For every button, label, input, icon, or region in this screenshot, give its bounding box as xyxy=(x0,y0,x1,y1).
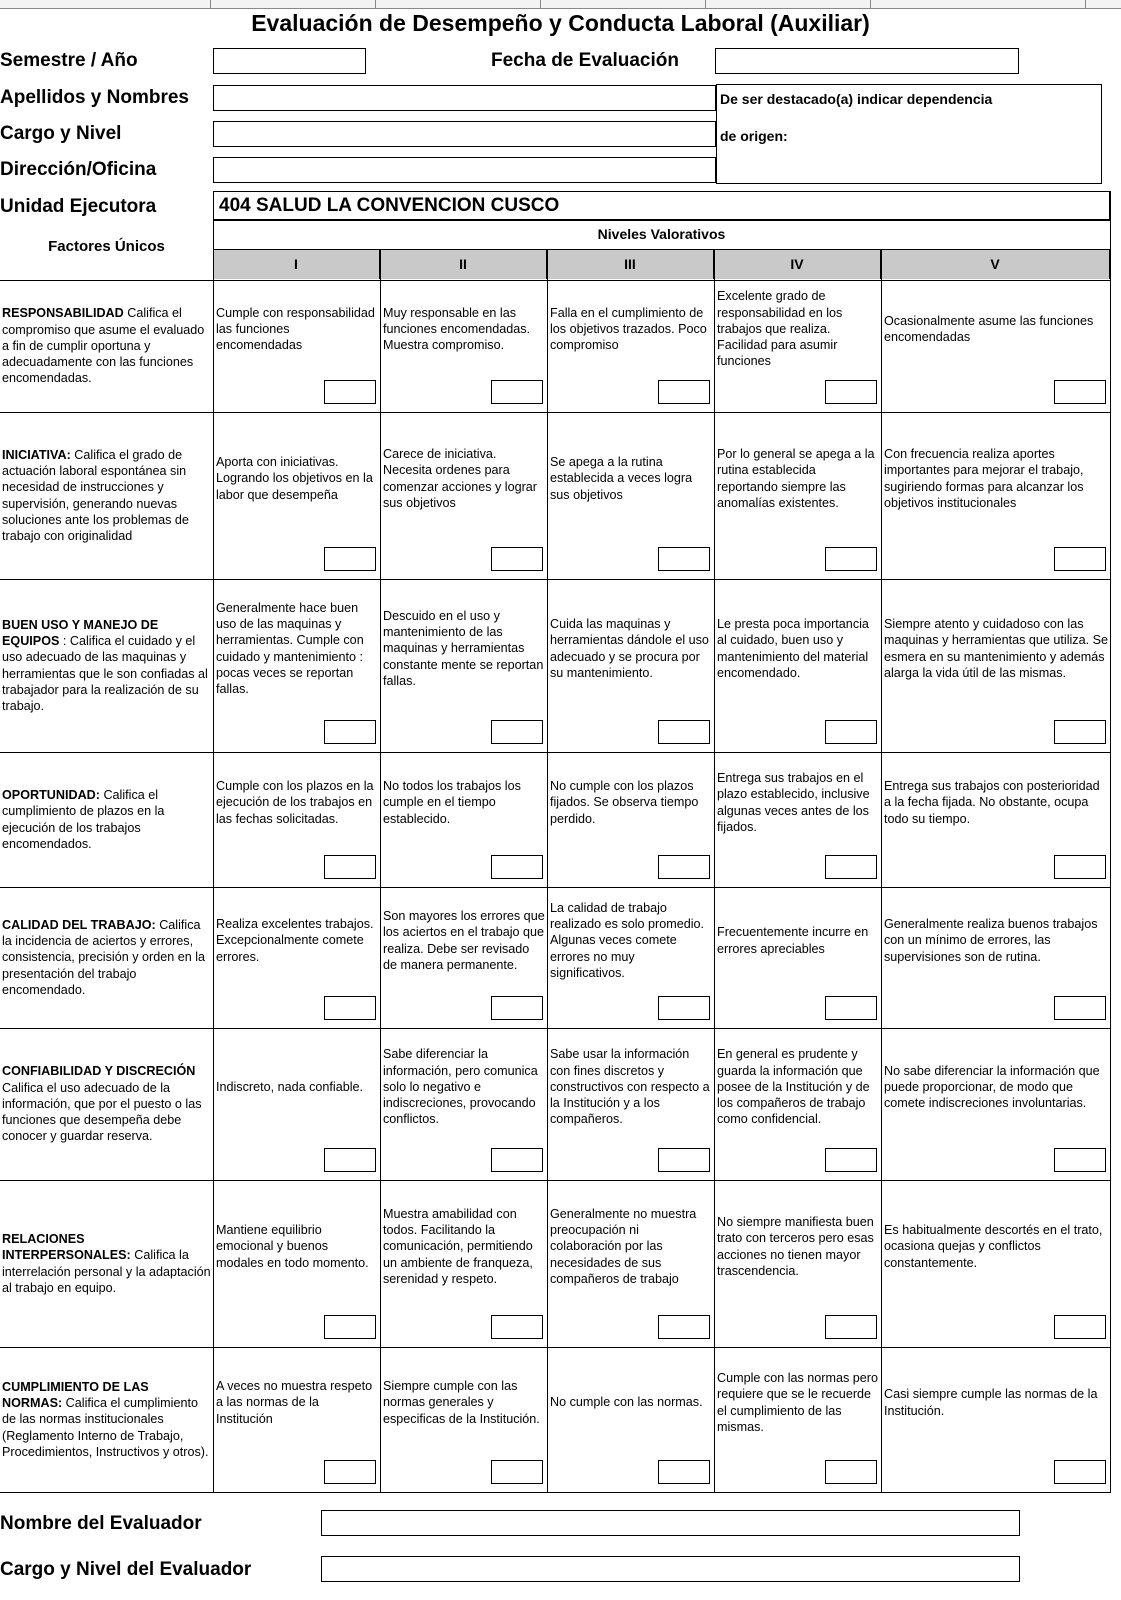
level-description: Frecuentemente incurre en errores apreciables xyxy=(717,925,869,956)
factor-name: INICIATIVA: xyxy=(2,447,71,462)
factores-unicos-header: Factores Únicos xyxy=(48,238,165,255)
level-description: La calidad de trabajo realizado es solo promedio. Algunas veces comete errores no muy significativos. xyxy=(550,900,705,980)
level-description: Generalmente no muestra preocupación ni colaboración por las necesidades de sus compañeros de trabajo xyxy=(550,1206,697,1286)
column-divider xyxy=(210,0,211,8)
apellidos-label: Apellidos y Nombres xyxy=(0,87,189,108)
fecha-label: Fecha de Evaluación xyxy=(491,50,679,71)
level-description: Sabe diferenciar la información, pero comunica solo lo negativo e indiscreciones, provocando conflictos. xyxy=(383,1047,538,1127)
factor-text xyxy=(2,1231,211,1296)
factor-description: Califica el grado de actuación laboral espontánea sin necesidad de instrucciones y supervisión, generando nuevas soluciones ante los problemas de trabajo con originalidad xyxy=(2,447,189,543)
level-description: Generalmente hace buen uso de las maquinas y herramientas. Cumple con cuidado y mantenimiento : pocas veces se reportan fallas. xyxy=(216,600,364,696)
niveles-valorativos-header: Niveles Valorativos xyxy=(597,226,726,242)
score-box[interactable] xyxy=(1054,1460,1106,1484)
cargo-evaluador-field[interactable] xyxy=(321,1556,1020,1582)
level-description: Mantiene equilibrio emocional y buenos modales en todo momento. xyxy=(216,1223,369,1270)
score-box[interactable] xyxy=(825,1315,877,1339)
factor-text xyxy=(2,1379,211,1460)
row-divider xyxy=(0,1180,1110,1181)
row-divider xyxy=(0,579,1110,580)
score-box[interactable] xyxy=(825,1148,877,1172)
level-description: Falla en el cumplimiento de los objetivos trazados. Poco compromiso xyxy=(550,305,707,353)
factor-cell xyxy=(0,280,213,412)
factor-name: OPORTUNIDAD: xyxy=(2,788,100,803)
score-box[interactable] xyxy=(1054,1148,1106,1172)
level-description: Ocasionalmente asume las funciones encomendadas xyxy=(884,313,1094,344)
factor-cell xyxy=(0,1028,213,1180)
score-box[interactable] xyxy=(324,1148,376,1172)
score-box[interactable] xyxy=(1054,1315,1106,1339)
level-header-2: II xyxy=(380,249,547,279)
score-box[interactable] xyxy=(1054,855,1106,879)
level-description: Muy responsable en las funciones encomendadas. Muestra compromiso. xyxy=(383,305,531,353)
factor-name: CUMPLIMIENTO DE LAS NORMAS: xyxy=(2,1379,149,1411)
level-header-4: IV xyxy=(714,249,881,279)
score-box[interactable] xyxy=(491,855,543,879)
level-description: Realiza excelentes trabajos. Excepcionalmente comete errores. xyxy=(216,917,374,964)
score-box[interactable] xyxy=(825,855,877,879)
evaluador-label: Nombre del Evaluador xyxy=(0,1513,202,1534)
row-divider xyxy=(0,1347,1110,1348)
unidad-value: 404 SALUD LA CONVENCION CUSCO xyxy=(219,195,560,216)
factor-cell xyxy=(0,887,213,1028)
level-description: Cumple con las normas pero requiere que se le recuerde el cumplimiento de las mismas. xyxy=(717,1371,878,1434)
level-description: Generalmente realiza buenos trabajos con un mínimo de errores, las supervisiones son de rutina. xyxy=(884,917,1098,964)
table-bottom-line xyxy=(0,1492,1111,1493)
score-box[interactable] xyxy=(491,720,543,744)
level-description: Aporta con iniciativas. Logrando los objetivos en la labor que desempeña xyxy=(216,455,373,502)
level-description: Excelente grado de responsabilidad en los trabajos que realiza. Facilidad para asumir funciones xyxy=(717,289,843,369)
score-box[interactable] xyxy=(491,1460,543,1484)
factor-description: Califica la interrelación personal y la adaptación al trabajo en equipo. xyxy=(2,1248,211,1295)
cargo-field[interactable] xyxy=(213,121,716,147)
factor-name: BUEN USO Y MANEJO DE EQUIPOS xyxy=(2,617,159,649)
column-divider xyxy=(705,0,706,8)
level-description: Le presta poca importancia al cuidado, buen uso y mantenimiento del material encomendado. xyxy=(717,617,869,680)
score-box[interactable] xyxy=(825,996,877,1020)
score-box[interactable] xyxy=(1054,996,1106,1020)
factor-description: Califica la incidencia de aciertos y errores, consistencia, precisión y orden en la presentación del trabajo encomendado. xyxy=(2,917,206,997)
level-description: Siempre cumple con las normas generales y especificas de la Institución. xyxy=(383,1379,540,1426)
score-box[interactable] xyxy=(324,547,376,571)
score-box[interactable] xyxy=(825,720,877,744)
factor-description: : Califica el cuidado y el uso adecuado de las maquinas y herramientas que le son confiadas al trabajador para la realización de su trabajo. xyxy=(2,634,208,713)
score-box[interactable] xyxy=(825,1460,877,1484)
score-box[interactable] xyxy=(1054,380,1106,404)
level-description: Sabe usar la información con fines discretos y constructivos con respecto a la Institución y a los compañeros. xyxy=(550,1047,710,1127)
level-description: Casi siempre cumple las normas de la Institución. xyxy=(884,1387,1098,1418)
direccion-label: Dirección/Oficina xyxy=(0,159,157,180)
score-box[interactable] xyxy=(324,1315,376,1339)
factor-text xyxy=(2,787,211,852)
table-top-line xyxy=(213,220,1110,221)
factor-name: RELACIONES INTERPERSONALES: xyxy=(2,1232,131,1263)
level-description: No todos los trabajos los cumple en el tiempo establecido. xyxy=(383,779,521,826)
factor-cell xyxy=(0,752,213,887)
destacado-label-line1: De ser destacado(a) indicar dependencia xyxy=(720,91,993,107)
level-description: Entrega sus trabajos en el plazo establecido, inclusive algunas veces antes de los fijados. xyxy=(717,771,870,834)
column-divider xyxy=(870,0,871,8)
factor-text xyxy=(2,617,211,714)
level-header-5: V xyxy=(881,249,1110,279)
level-description: A veces no muestra respeto a las normas de la Institución xyxy=(216,1379,373,1426)
score-box[interactable] xyxy=(1054,720,1106,744)
evaluador-field[interactable] xyxy=(321,1510,1020,1536)
factor-name: CONFIABILIDAD Y DISCRECIÓN xyxy=(2,1064,196,1079)
score-box[interactable] xyxy=(324,720,376,744)
level-description: En general es prudente y guarda la información que posee de la Institución y de los compañeros de trabajo como confidencial. xyxy=(717,1047,870,1127)
score-box[interactable] xyxy=(825,547,877,571)
factor-description: Califica el cumplimiento de las normas institucionales (Reglamento Interno de Trabajo, Procedimientos, Instructivos y otros). xyxy=(2,1396,209,1459)
column-line xyxy=(714,249,715,1492)
level-description: Entrega sus trabajos con posterioridad a la fecha fijada. No obstante, ocupa todo su tiempo. xyxy=(884,779,1100,826)
factor-text xyxy=(2,447,211,544)
score-box[interactable] xyxy=(324,1460,376,1484)
factor-name: RESPONSABILIDAD xyxy=(2,306,124,321)
cargo-label: Cargo y Nivel xyxy=(0,123,122,144)
level-description: No siempre manifiesta buen trato con terceros pero esas acciones no tienen mayor trascendencia. xyxy=(717,1215,874,1278)
factor-text xyxy=(2,305,211,386)
level-description: No cumple con las normas. xyxy=(550,1395,703,1410)
level-header-1: I xyxy=(213,249,380,279)
column-line xyxy=(881,249,882,1492)
row-divider xyxy=(0,887,1110,888)
level-description: Indiscreto, nada confiable. xyxy=(216,1079,364,1094)
factor-cell xyxy=(0,579,213,752)
semestre-field[interactable] xyxy=(213,48,366,74)
levels-divider xyxy=(213,249,1110,250)
apellidos-field[interactable] xyxy=(213,85,716,111)
score-box[interactable] xyxy=(324,380,376,404)
fecha-field[interactable] xyxy=(715,48,1019,74)
score-box[interactable] xyxy=(1054,547,1106,571)
column-line xyxy=(213,220,214,1492)
score-box[interactable] xyxy=(658,547,710,571)
row-divider xyxy=(0,752,1110,753)
unidad-label: Unidad Ejecutora xyxy=(0,196,157,217)
factor-description: Califica el compromiso que asume el evaluado a fin de cumplir oportuna y adecuadamente con las funciones encomendadas. xyxy=(2,306,205,386)
level-description: Por lo general se apega a la rutina establecida reportando siempre las anomalías existentes. xyxy=(717,447,875,510)
factor-cell xyxy=(0,1347,213,1492)
column-divider xyxy=(1085,0,1086,8)
score-box[interactable] xyxy=(658,855,710,879)
semestre-label: Semestre / Año xyxy=(0,50,138,71)
score-box[interactable] xyxy=(658,996,710,1020)
score-box[interactable] xyxy=(658,1460,710,1484)
score-box[interactable] xyxy=(658,1315,710,1339)
column-line xyxy=(547,249,548,1492)
column-divider xyxy=(375,0,376,8)
factor-text xyxy=(2,1063,211,1144)
score-box[interactable] xyxy=(658,720,710,744)
factor-description: Califica el cumplimiento de plazos en la ejecución de los trabajos encomendados. xyxy=(2,788,165,851)
level-description: Descuido en el uso y mantenimiento de las maquinas y herramientas constante mente se reportan fallas. xyxy=(383,608,544,688)
level-description: Carece de iniciativa. Necesita ordenes para comenzar acciones y lograr sus objetivos xyxy=(383,447,537,510)
factor-cell xyxy=(0,1180,213,1347)
factor-name: CALIDAD DEL TRABAJO: xyxy=(2,917,156,932)
spreadsheet-column-header xyxy=(0,0,1121,9)
level-description: Con frecuencia realiza aportes importantes para mejorar el trabajo, sugiriendo formas para alcanzar los objetivos institucionales xyxy=(884,447,1084,510)
level-description: Se apega a la rutina establecida a veces logra sus objetivos xyxy=(550,455,693,502)
factor-cell xyxy=(0,412,213,579)
cargo-evaluador-label: Cargo y Nivel del Evaluador xyxy=(0,1559,252,1580)
column-divider xyxy=(540,0,541,8)
factor-description: Califica el uso adecuado de la información, que por el puesto o las funciones que desempeña debe conocer y guardar reserva. xyxy=(2,1080,202,1144)
page-title: Evaluación de Desempeño y Conducta Laboral (Auxiliar) xyxy=(251,10,870,36)
direccion-field[interactable] xyxy=(213,157,716,183)
level-description: Cumple con los plazos en la ejecución de los trabajos en las fechas solicitadas. xyxy=(216,779,374,826)
score-box[interactable] xyxy=(658,380,710,404)
score-box[interactable] xyxy=(491,1148,543,1172)
score-box[interactable] xyxy=(324,855,376,879)
row-divider xyxy=(0,280,1110,281)
score-box[interactable] xyxy=(491,380,543,404)
column-line xyxy=(380,249,381,1492)
level-description: Cumple con responsabilidad las funciones encomendadas xyxy=(216,305,375,353)
score-box[interactable] xyxy=(491,996,543,1020)
score-box[interactable] xyxy=(491,547,543,571)
level-description: Muestra amabilidad con todos. Facilitando la comunicación, permitiendo un ambiente de franqueza, serenidad y respeto. xyxy=(383,1206,533,1286)
score-box[interactable] xyxy=(825,380,877,404)
factor-text xyxy=(2,917,211,998)
level-header-3: III xyxy=(547,249,714,279)
level-description: Es habitualmente descortés en el trato, ocasiona quejas y conflictos constantemente. xyxy=(884,1223,1103,1270)
row-divider xyxy=(0,412,1110,413)
row-divider xyxy=(0,1028,1110,1029)
score-box[interactable] xyxy=(491,1315,543,1339)
destacado-label-line2: de origen: xyxy=(720,128,788,144)
level-description: Siempre atento y cuidadoso con las maquinas y herramientas que utiliza. Se esmera en su mantenimiento y además alarga la vida útil de las mismas. xyxy=(884,617,1109,680)
column-line xyxy=(1110,191,1111,1493)
level-description: No cumple con los plazos fijados. Se observa tiempo perdido. xyxy=(550,779,699,826)
level-description: Son mayores los errores que los aciertos en el trabajo que realiza. Debe ser revisado de manera permanente. xyxy=(383,909,545,972)
score-box[interactable] xyxy=(324,996,376,1020)
score-box[interactable] xyxy=(658,1148,710,1172)
level-description: Cuida las maquinas y herramientas dándole el uso adecuado y se procura por su mantenimiento. xyxy=(550,617,709,680)
level-description: No sabe diferenciar la información que puede proporcionar, de modo que comete indiscreciones involuntarias. xyxy=(884,1063,1100,1111)
